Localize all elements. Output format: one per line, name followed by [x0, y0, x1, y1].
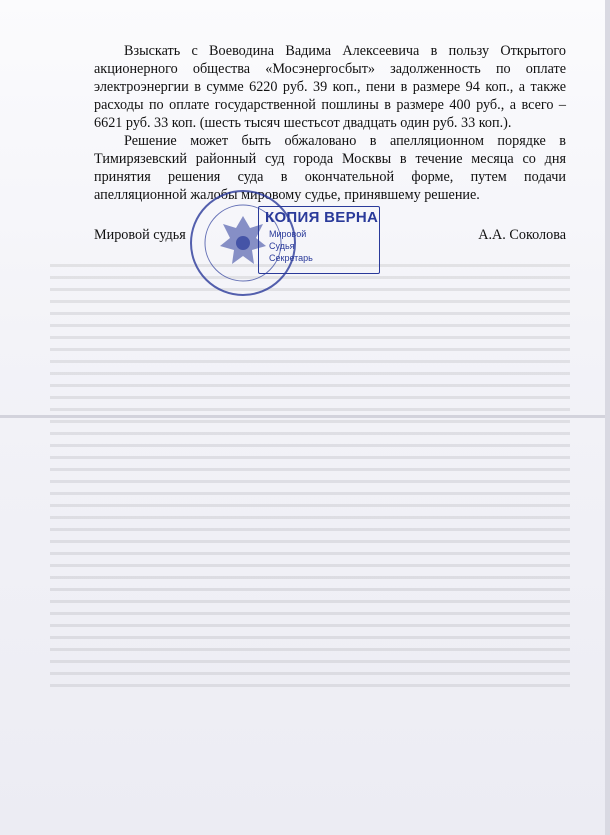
document-body — [94, 42, 566, 204]
stamp-line-judge-title: Судья — [269, 241, 295, 251]
page-fold — [0, 415, 610, 418]
signature-title: Мировой судья — [94, 227, 186, 243]
certified-copy-stamp — [258, 206, 380, 274]
ruling-paragraph: Взыскать с Воеводина Вадима Алексеевича в пользу Открытого акционерного общества «Мосэнергосбыт» задолженность по оплате электроэнергии в сумме 6220 руб. 39 коп., пени в размере 94 коп., а также расходы по оплате государственной пошлины в размере 400 руб., а всего – 6621 руб. 33 коп. (шесть тысяч шестьсот двадцать один руб. 33 коп.). — [94, 43, 566, 131]
page-edge — [605, 0, 610, 835]
stamp-line-judge: Мировой — [269, 229, 307, 239]
stamp-heading: КОПИЯ ВЕРНА — [265, 209, 379, 226]
appeal-paragraph: Решение может быть обжаловано в апелляционном порядке в Тимирязевский районный суд города Москвы в течение месяца со дня принятия решения суда в окончательной форме, путем подачи апелляционной жалобы мировому судье, принявшему решение. — [94, 133, 566, 203]
signature-name: А.А. Соколова — [478, 227, 566, 243]
stamp-line-secretary: Секретарь — [269, 253, 313, 263]
show-through-text — [50, 255, 570, 755]
